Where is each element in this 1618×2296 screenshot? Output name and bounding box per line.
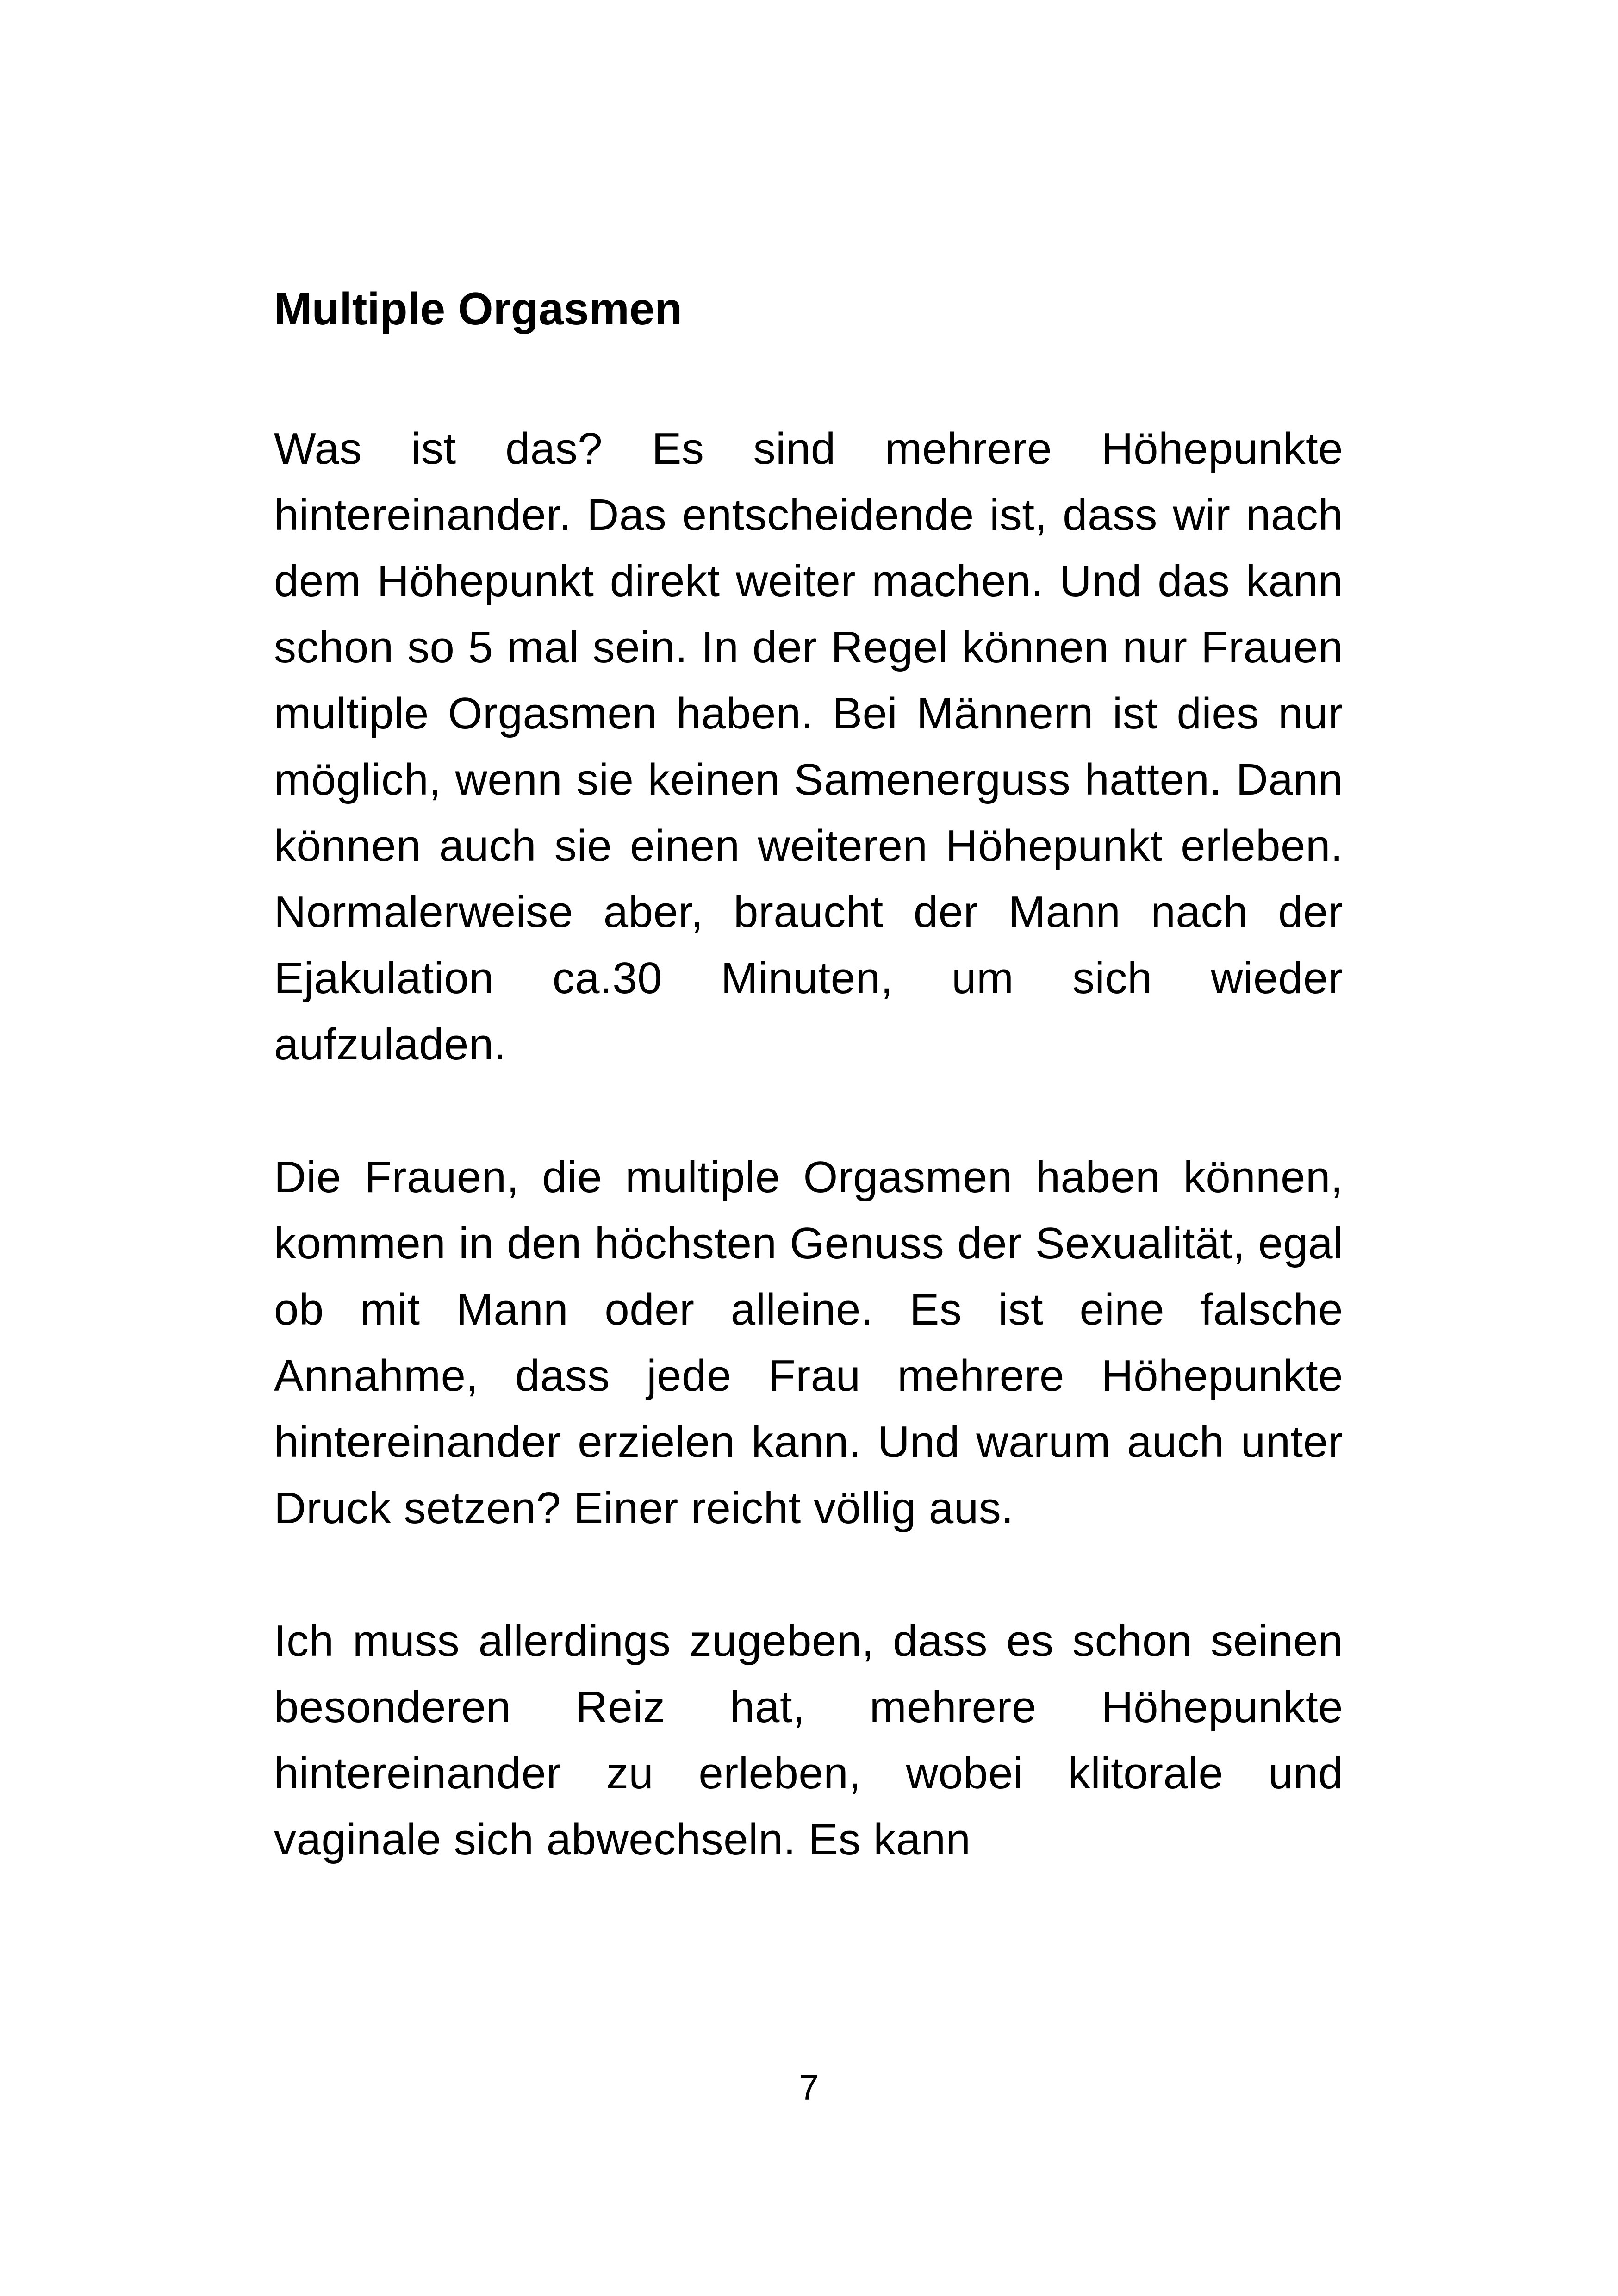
page-number: 7: [799, 2067, 819, 2108]
paragraph-3: Ich muss allerdings zugeben, dass es schon seinen besonderen Reiz hat, mehrere Höhepunkte hintereinander zu erleben, wobei klitorale und vaginale sich abwechseln. Es kann: [274, 1616, 1343, 1864]
chapter-heading: Multiple Orgasmen: [274, 283, 683, 334]
body-text: [274, 416, 1343, 1939]
paragraph-2: Die Frauen, die multiple Orgasmen haben können, kommen in den höchsten Genuss der Sexualität, egal ob mit Mann oder alleine. Es ist eine falsche Annahme, dass jede Frau mehrere Höhepunkte hintereinander erzielen kann. Und warum auch unter Druck setzen? Einer reicht völlig aus.: [274, 1152, 1343, 1533]
paragraph-1: Was ist das? Es sind mehrere Höhepunkte hintereinander. Das entscheidende ist, dass wir nach dem Höhepunkt direkt weiter machen. Und das kann schon so 5 mal sein. In der Regel können nur Frauen multiple Orgasmen haben. Bei Männern ist dies nur möglich, wenn sie keinen Samenerguss hatten. Dann können auch sie einen weiteren Höhepunkt erleben. Normalerweise aber, braucht der Mann nach der Ejakulation ca.30 Minuten, um sich wieder aufzuladen.: [274, 424, 1343, 1069]
